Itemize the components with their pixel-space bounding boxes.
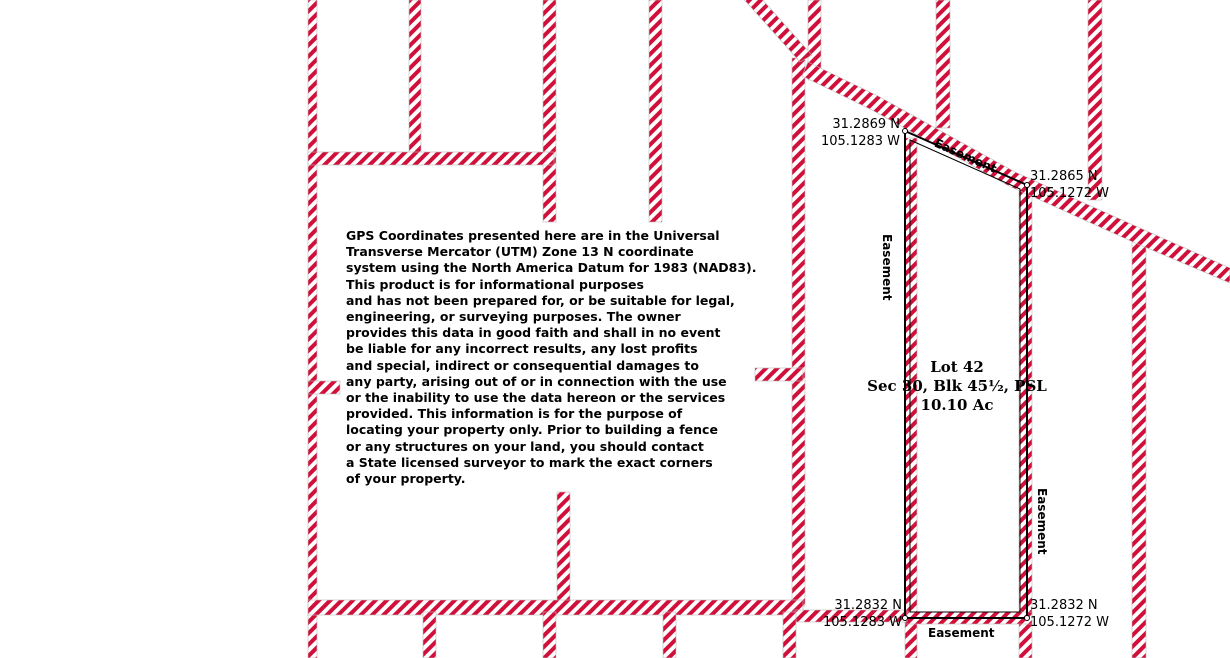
disclaimer-line: be liable for any incorrect results, any lost profits xyxy=(346,341,698,357)
disclaimer-line: provides this data in good faith and shall in no event xyxy=(346,325,721,341)
corner-marker-nw xyxy=(903,129,908,134)
corner-label-nw xyxy=(812,116,900,150)
disclaimer-line: and special, indirect or consequential damages to xyxy=(346,357,699,373)
disclaimer-line: or any structures on your land, you should contact xyxy=(346,438,704,454)
easement-label-left: Easement xyxy=(880,234,894,301)
corner-marker-se xyxy=(1025,616,1030,621)
corner-lat: 31.2832 N xyxy=(834,598,902,613)
corner-label-ne xyxy=(1030,168,1109,202)
road-diagonal xyxy=(740,0,812,62)
disclaimer-line: This product is for informational purposes xyxy=(346,276,644,292)
lot-name: Lot 42 xyxy=(930,358,984,376)
road xyxy=(936,0,950,128)
road xyxy=(783,612,796,658)
corner-lat: 31.2832 N xyxy=(1030,598,1098,613)
corner-lon: 105.1283 W xyxy=(822,615,902,630)
road xyxy=(1019,186,1032,658)
corner-lat: 31.2869 N xyxy=(832,117,900,132)
road xyxy=(308,0,317,658)
disclaimer-line: and has not been prepared for, or be suitable for legal, xyxy=(346,292,735,308)
disclaimer-line: or the inability to use the data hereon or the services xyxy=(346,390,726,406)
easement-label-bottom: Easement xyxy=(928,626,995,640)
road xyxy=(308,152,554,165)
corner-lon: 105.1272 W xyxy=(1030,186,1110,201)
corner-label-sw xyxy=(812,597,902,631)
disclaimer-line: provided. This information is for the purpose of xyxy=(346,406,683,422)
road xyxy=(308,381,340,394)
disclaimer-line: GPS Coordinates presented here are in the Universal xyxy=(346,228,720,243)
lot-description: Sec 30, Blk 45½, PSL xyxy=(867,377,1047,395)
road xyxy=(423,612,436,658)
corner-marker-ne xyxy=(1025,183,1030,188)
disclaimer-line: any party, arising out of or in connection with the use xyxy=(346,373,727,389)
disclaimer-line: engineering, or surveying purposes. The owner xyxy=(346,309,681,325)
disclaimer-line: locating your property only. Prior to building a fence xyxy=(346,422,718,438)
corner-lon: 105.1272 W xyxy=(1030,615,1110,630)
disclaimer-line: a State licensed surveyor to mark the exact corners xyxy=(346,454,713,470)
disclaimer-line: of your property. xyxy=(346,471,466,487)
corner-marker-sw xyxy=(903,616,908,621)
disclaimer-text xyxy=(346,228,766,487)
disclaimer-line: Transverse Mercator (UTM) Zone 13 N coordinate xyxy=(346,244,694,260)
road xyxy=(1132,232,1146,658)
road-diagonal xyxy=(802,62,1230,283)
disclaimer-line: system using the North America Datum for 1983 (NAD83). xyxy=(346,260,757,276)
road xyxy=(663,612,676,658)
road xyxy=(557,492,570,602)
lot-label xyxy=(862,358,1052,415)
corner-label-se xyxy=(1030,597,1109,631)
easement-label-top: Easement xyxy=(932,136,999,176)
road xyxy=(409,0,421,160)
road xyxy=(543,0,556,222)
corner-lon: 105.1283 W xyxy=(820,134,900,149)
road xyxy=(543,612,556,658)
lot-acreage: 10.10 Ac xyxy=(920,396,994,414)
road xyxy=(792,58,805,606)
road xyxy=(649,0,662,222)
corner-lat: 31.2865 N xyxy=(1030,169,1098,184)
easement-label-right: Easement xyxy=(1035,488,1049,555)
